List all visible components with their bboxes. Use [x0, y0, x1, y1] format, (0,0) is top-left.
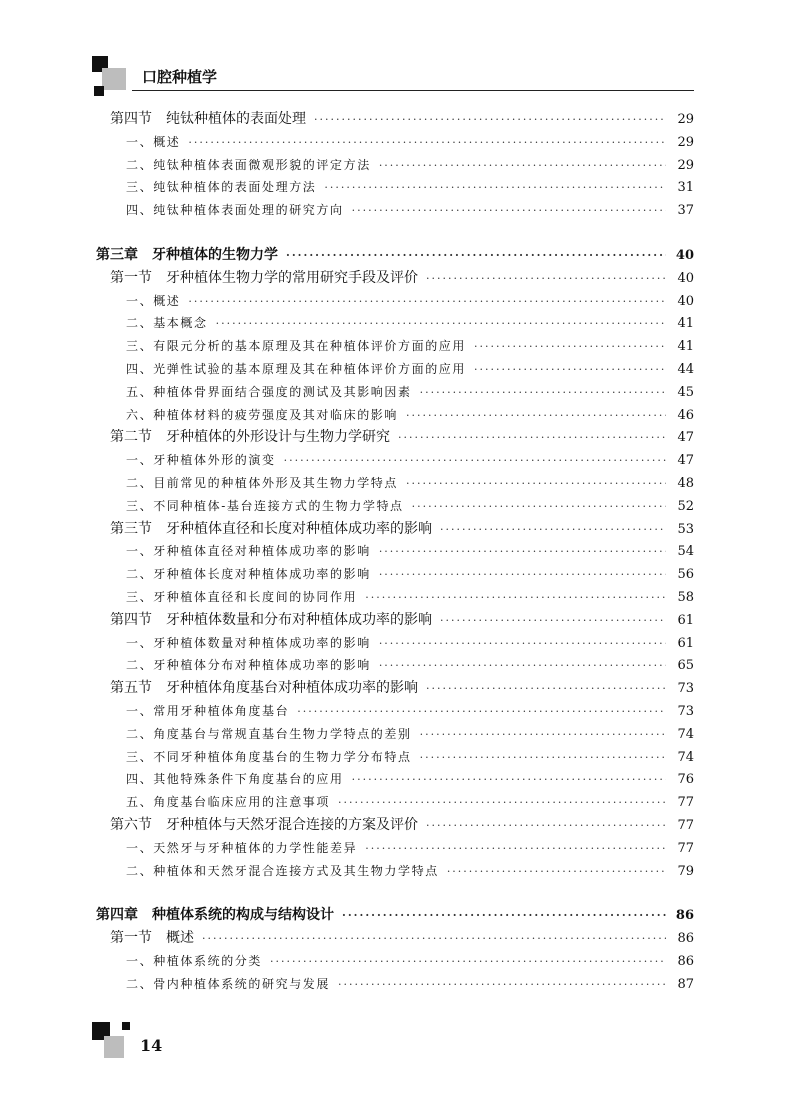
- dot-leader: [474, 336, 666, 359]
- toc-entry-label: [126, 700, 289, 723]
- dot-leader: [440, 519, 666, 542]
- toc-entry-title: 二、角度基台与常规直基台生物力学特点的差别: [126, 726, 412, 741]
- toc-entry-title: 二、种植体和天然牙混合连接方式及其生物力学特点: [126, 863, 439, 878]
- toc-sub-entry[interactable]: [96, 290, 694, 313]
- toc-entry-page: 79: [677, 863, 694, 879]
- toc-entry-title: 四、纯钛种植体表面处理的研究方向: [126, 203, 344, 218]
- toc-entry-page: 58: [677, 589, 694, 605]
- toc-entry-page: 48: [677, 475, 694, 491]
- dot-leader: [426, 678, 666, 701]
- toc-entry-label: [126, 586, 357, 609]
- toc-section-entry[interactable]: [96, 609, 694, 632]
- toc-sub-entry[interactable]: [96, 768, 694, 791]
- toc-entry-title: 牙种植体的生物力学: [152, 246, 278, 263]
- dot-leader: [270, 951, 666, 974]
- toc-entry-label: [96, 904, 334, 927]
- toc-entry-title: 种植体系统的构成与结构设计: [152, 907, 334, 924]
- toc-entry-number: 第四节: [110, 611, 152, 628]
- toc-entry-page: 41: [677, 316, 694, 332]
- toc-sub-entry[interactable]: [96, 791, 694, 814]
- toc-entry-title: 四、光弹性试验的基本原理及其在种植体评价方面的应用: [126, 361, 467, 376]
- toc-entry-title: 纯钛种植体的表面处理: [166, 111, 306, 127]
- toc-entry-title: 一、牙种植体外形的演变: [126, 453, 276, 468]
- dot-leader: [352, 200, 666, 223]
- toc-entry-number: 第六节: [110, 816, 152, 833]
- toc-entry-label: [126, 131, 180, 154]
- toc-entry-page: 77: [677, 795, 694, 811]
- toc-entry-page: 52: [677, 498, 694, 514]
- toc-sub-entry[interactable]: [96, 746, 694, 769]
- toc-entry-title: 三、不同种植体-基台连接方式的生物力学特点: [126, 498, 404, 513]
- toc-entry-title: 五、角度基台临床应用的注意事项: [126, 795, 331, 810]
- toc-sub-entry[interactable]: [96, 723, 694, 746]
- toc-entry-page: 56: [677, 567, 694, 583]
- toc-entry-label: [126, 791, 330, 814]
- dot-leader: [406, 473, 666, 496]
- toc-entry-page: 37: [677, 203, 694, 219]
- dot-leader: [188, 132, 666, 155]
- toc-entry-label: [126, 290, 180, 313]
- toc-entry-label: [110, 518, 432, 541]
- toc-entry-page: 76: [677, 772, 694, 788]
- toc-entry-label: [110, 267, 418, 290]
- toc-section-entry[interactable]: [96, 267, 694, 290]
- toc-entry-page: 73: [677, 681, 694, 697]
- toc-entry-label: [126, 449, 276, 472]
- toc-entry-page: 29: [677, 112, 694, 127]
- toc-entry-title: 四、其他特殊条件下角度基台的应用: [126, 772, 344, 787]
- footer-logo-squares: [92, 1022, 138, 1066]
- toc-entry-label: [126, 358, 466, 381]
- toc-entry-page: 87: [677, 976, 694, 992]
- toc-entry-title: 五、种植体骨界面结合强度的测试及其影响因素: [126, 384, 412, 399]
- toc-entry-label: [126, 154, 371, 177]
- toc-entry-label: [96, 244, 278, 267]
- toc-sub-entry[interactable]: [96, 654, 694, 677]
- page-number: 14: [140, 1036, 163, 1055]
- toc-entry-label: [110, 814, 418, 837]
- toc-entry-page: 40: [677, 293, 694, 309]
- dot-leader: [412, 496, 666, 519]
- toc-entry-page: 44: [677, 361, 694, 377]
- toc-section-entry[interactable]: [96, 108, 694, 131]
- toc-entry-number: 第一节: [110, 269, 152, 286]
- toc-entry-label: [126, 381, 412, 404]
- toc-entry-title: 牙种植体直径和长度对种植体成功率的影响: [166, 520, 432, 537]
- toc-entry-page: 31: [677, 180, 694, 196]
- running-header-title: 口腔种植学: [142, 68, 218, 86]
- toc-entry-page: 77: [677, 817, 694, 833]
- header-rule: [132, 90, 694, 91]
- toc-entry-label: [110, 609, 432, 632]
- toc-section-entry[interactable]: [96, 814, 694, 837]
- toc-entry-title: 二、牙种植体长度对种植体成功率的影响: [126, 567, 371, 582]
- toc-entry-label: [126, 768, 344, 791]
- toc-entry-label: [126, 495, 404, 518]
- toc-sub-entry[interactable]: [96, 312, 694, 335]
- toc-entry-label: [110, 927, 194, 950]
- toc-entry-page: 46: [677, 407, 694, 423]
- toc-entry-page: 47: [677, 430, 694, 446]
- toc-entry-label: [110, 677, 418, 700]
- header-logo-squares: [92, 56, 132, 100]
- toc-entry-page: 53: [677, 521, 694, 537]
- toc-sub-entry[interactable]: [96, 700, 694, 723]
- dot-leader: [398, 427, 666, 450]
- toc-entry-label: [126, 632, 371, 655]
- toc-entry-page: 86: [677, 931, 694, 947]
- dot-leader: [284, 450, 666, 473]
- toc-sub-entry[interactable]: [96, 449, 694, 472]
- dot-leader: [420, 382, 666, 405]
- dot-leader: [426, 268, 666, 291]
- dot-leader: [426, 815, 666, 838]
- toc-entry-number: 第四章: [96, 907, 138, 924]
- toc-entry-label: [126, 723, 412, 746]
- dot-leader: [286, 245, 666, 268]
- toc-entry-page: 45: [677, 384, 694, 400]
- toc-entry-title: 一、概述: [126, 134, 181, 149]
- toc-entry-title: 二、骨内种植体系统的研究与发展: [126, 976, 331, 991]
- toc-entry-page: 61: [677, 635, 694, 651]
- toc-entry-title: 一、牙种植体直径对种植体成功率的影响: [126, 544, 371, 559]
- dot-leader: [379, 633, 666, 656]
- toc-sub-entry[interactable]: [96, 472, 694, 495]
- toc-entry-page: 86: [675, 908, 694, 924]
- dot-leader: [420, 724, 666, 747]
- toc-entry-page: 77: [677, 840, 694, 856]
- toc-entry-title: 三、牙种植体直径和长度间的协同作用: [126, 589, 358, 604]
- dot-leader: [188, 291, 666, 314]
- toc-entry-page: 61: [677, 612, 694, 628]
- table-of-contents: [96, 108, 694, 995]
- toc-entry-title: 牙种植体数量和分布对种植体成功率的影响: [166, 611, 432, 628]
- toc-section-entry[interactable]: [96, 927, 694, 950]
- toc-entry-page: 54: [677, 544, 694, 560]
- toc-entry-title: 一、概述: [126, 293, 181, 308]
- toc-sub-entry[interactable]: [96, 495, 694, 518]
- toc-entry-title: 一、天然牙与牙种植体的力学性能差异: [126, 840, 358, 855]
- toc-entry-label: [126, 404, 398, 427]
- toc-entry-label: [126, 563, 371, 586]
- toc-entry-label: [126, 335, 466, 358]
- toc-entry-title: 牙种植体与天然牙混合连接的方案及评价: [166, 816, 418, 833]
- toc-entry-number: 第一节: [110, 930, 152, 947]
- toc-sub-entry[interactable]: [96, 563, 694, 586]
- toc-sub-entry[interactable]: [96, 540, 694, 563]
- dot-leader: [365, 838, 666, 861]
- toc-entry-title: 二、牙种植体分布对种植体成功率的影响: [126, 658, 371, 673]
- dot-leader: [314, 109, 666, 132]
- toc-section-entry[interactable]: [96, 677, 694, 700]
- toc-entry-page: 40: [675, 247, 694, 263]
- toc-entry-title: 一、种植体系统的分类: [126, 953, 263, 968]
- toc-sub-entry[interactable]: [96, 404, 694, 427]
- dot-leader: [440, 610, 666, 633]
- dot-leader: [379, 155, 666, 178]
- dot-leader: [338, 792, 666, 815]
- toc-sub-entry[interactable]: [96, 632, 694, 655]
- dot-leader: [447, 861, 666, 884]
- toc-entry-label: [110, 108, 306, 131]
- toc-sub-entry[interactable]: [96, 199, 694, 222]
- toc-entry-number: 第三章: [96, 246, 138, 263]
- toc-entry-title: 三、不同牙种植体角度基台的生物力学分布特点: [126, 749, 412, 764]
- toc-sub-entry[interactable]: [96, 335, 694, 358]
- toc-sub-entry[interactable]: [96, 860, 694, 883]
- toc-entry-page: 41: [677, 339, 694, 355]
- toc-section-entry[interactable]: [96, 426, 694, 449]
- toc-entry-title: 二、基本概念: [126, 316, 208, 331]
- toc-entry-title: 三、有限元分析的基本原理及其在种植体评价方面的应用: [126, 339, 467, 354]
- toc-entry-label: [126, 746, 412, 769]
- toc-entry-number: 第五节: [110, 680, 152, 697]
- dot-leader: [379, 564, 666, 587]
- toc-entry-label: [126, 312, 208, 335]
- dot-leader: [338, 974, 666, 997]
- dot-leader: [352, 769, 666, 792]
- toc-sub-entry[interactable]: [96, 586, 694, 609]
- toc-entry-number: 第二节: [110, 429, 152, 446]
- toc-entry-title: 一、常用牙种植体角度基台: [126, 703, 290, 718]
- toc-section-entry[interactable]: [96, 518, 694, 541]
- toc-sub-entry[interactable]: [96, 950, 694, 973]
- toc-entry-title: 六、种植体材料的疲劳强度及其对临床的影响: [126, 407, 399, 422]
- toc-entry-title: 牙种植体的外形设计与生物力学研究: [166, 429, 390, 446]
- toc-sub-entry[interactable]: [96, 381, 694, 404]
- toc-sub-entry[interactable]: [96, 131, 694, 154]
- toc-entry-title: 二、纯钛种植体表面微观形貌的评定方法: [126, 157, 371, 172]
- dot-leader: [216, 313, 666, 336]
- toc-entry-label: [110, 426, 390, 449]
- toc-entry-title: 牙种植体角度基台对种植体成功率的影响: [166, 680, 418, 697]
- toc-entry-page: 40: [677, 270, 694, 286]
- toc-entry-number: 第三节: [110, 520, 152, 537]
- toc-entry-page: 29: [677, 134, 694, 150]
- toc-entry-page: 73: [677, 703, 694, 719]
- toc-entry-label: [126, 860, 439, 883]
- dot-leader: [324, 177, 666, 200]
- dot-leader: [365, 587, 666, 610]
- toc-entry-page: 74: [677, 749, 694, 765]
- toc-sub-entry[interactable]: [96, 973, 694, 996]
- toc-entry-title: 一、牙种植体数量对种植体成功率的影响: [126, 635, 371, 650]
- toc-entry-label: [126, 540, 371, 563]
- toc-entry-title: 三、纯钛种植体的表面处理方法: [126, 180, 317, 195]
- toc-entry-label: [126, 837, 357, 860]
- toc-entry-number: 第四节: [110, 111, 152, 127]
- toc-entry-label: [126, 950, 262, 973]
- dot-leader: [379, 541, 666, 564]
- toc-chapter-entry[interactable]: [96, 904, 694, 927]
- toc-entry-label: [126, 199, 344, 222]
- dot-leader: [420, 747, 666, 770]
- dot-leader: [379, 655, 666, 678]
- toc-entry-page: 47: [677, 453, 694, 469]
- toc-entry-title: 概述: [166, 930, 194, 947]
- dot-leader: [342, 905, 666, 928]
- toc-sub-entry[interactable]: [96, 176, 694, 199]
- dot-leader: [297, 701, 666, 724]
- toc-entry-label: [126, 176, 316, 199]
- dot-leader: [202, 928, 666, 951]
- toc-entry-label: [126, 654, 371, 677]
- dot-leader: [474, 359, 666, 382]
- toc-entry-title: 牙种植体生物力学的常用研究手段及评价: [166, 269, 418, 286]
- toc-chapter-entry[interactable]: [96, 244, 694, 267]
- toc-entry-title: 二、目前常见的种植体外形及其生物力学特点: [126, 475, 399, 490]
- toc-entry-page: 86: [677, 953, 694, 969]
- toc-entry-page: 74: [677, 726, 694, 742]
- dot-leader: [406, 405, 666, 428]
- toc-entry-label: [126, 472, 398, 495]
- toc-sub-entry[interactable]: [96, 358, 694, 381]
- toc-entry-page: 65: [677, 658, 694, 674]
- toc-sub-entry[interactable]: [96, 837, 694, 860]
- toc-sub-entry[interactable]: [96, 154, 694, 177]
- toc-entry-page: 29: [677, 157, 694, 173]
- toc-entry-label: [126, 973, 330, 996]
